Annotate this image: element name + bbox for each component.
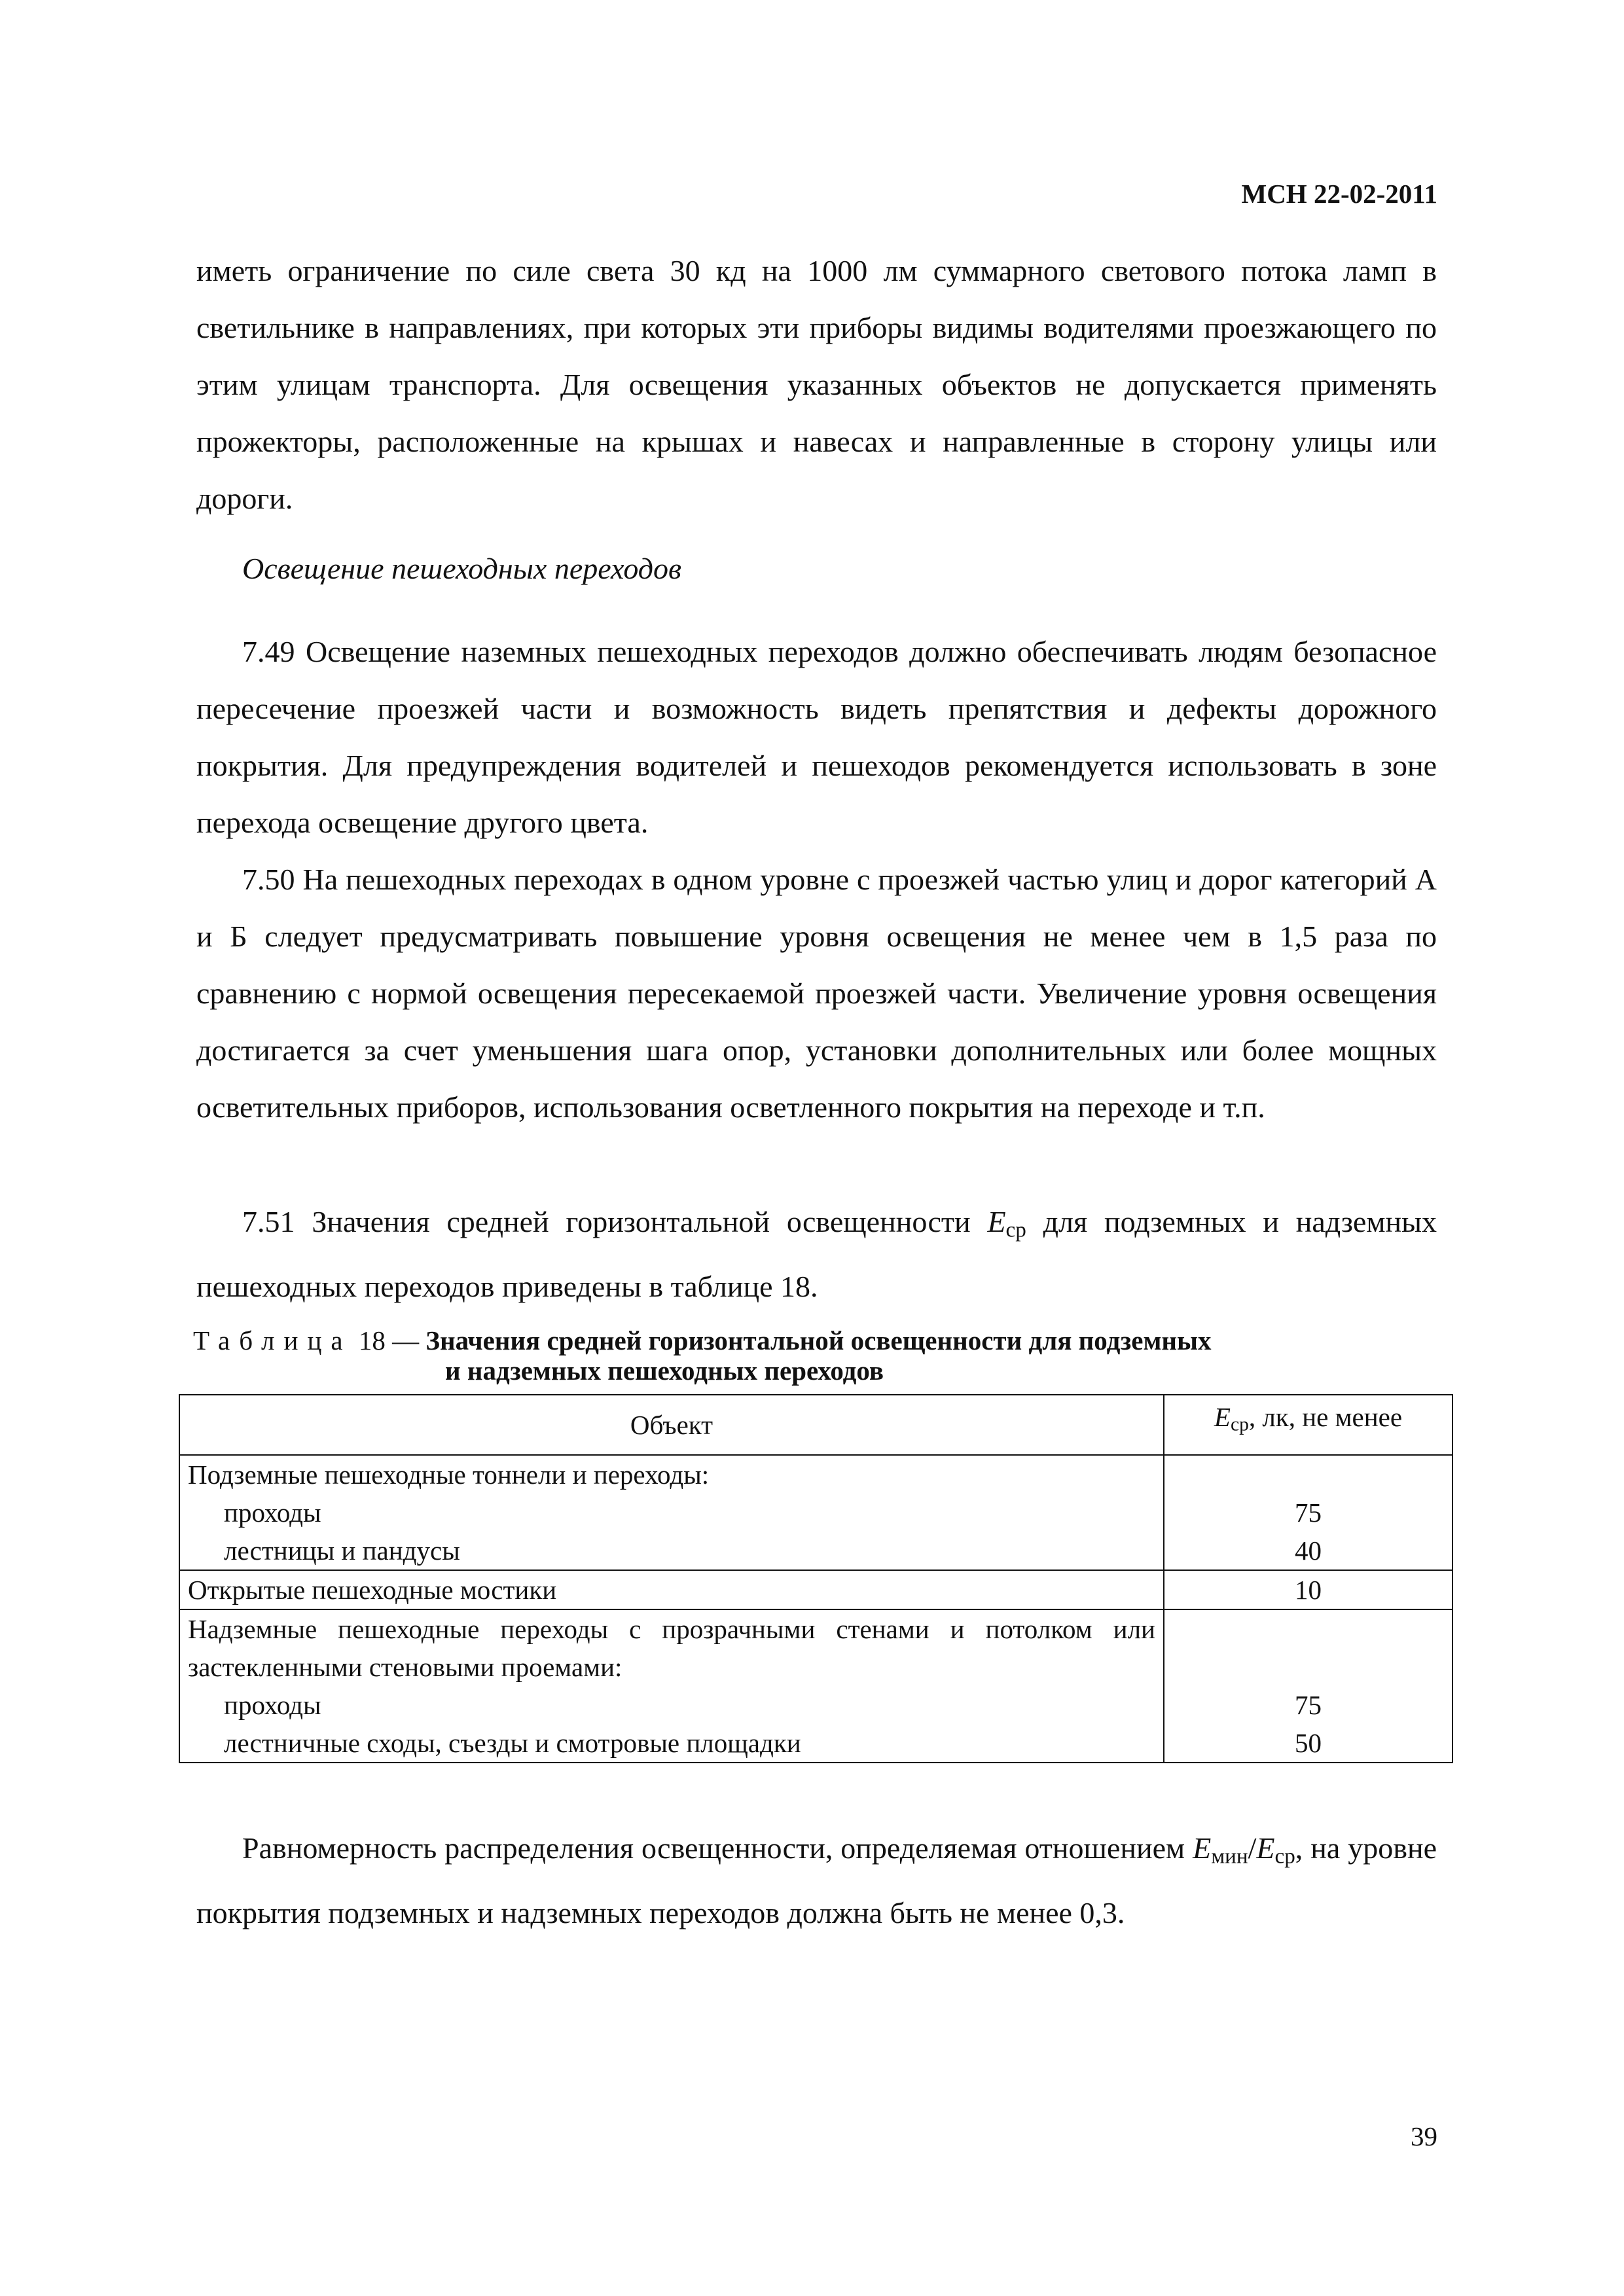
header-object: Объект xyxy=(179,1395,1164,1455)
section-subheading: Освещение пешеходных переходов xyxy=(242,552,681,585)
object-cell xyxy=(179,1609,1164,1763)
value-cell: 10 xyxy=(1164,1570,1453,1609)
row-value: 40 xyxy=(1295,1535,1322,1566)
row-value: 75 xyxy=(1295,1498,1322,1528)
uniformity-text-after: , на уровне покрытия подземных и надземных переходов должна быть не менее 0,3. xyxy=(196,1831,1437,1930)
uniformity-text-before: Равномерность распределения освещенности, определяемая отношением xyxy=(242,1831,1193,1865)
value-cell xyxy=(1164,1609,1453,1763)
paragraph-7-51-text-after: для подземных и надземных пешеходных переходов приведены в таблице 18. xyxy=(196,1205,1437,1304)
group-title: Надземные пешеходные переходы с прозрачными стенами и потолком или застекленными стеновыми проемами: xyxy=(188,1614,1155,1682)
paragraph-7-49: 7.49 Освещение наземных пешеходных переходов должно обеспечивать людям безопасное пересечение проезжей части и возможность видеть препятствия и дефекты дорожного покрытия. Для предупреждения водителей и пешеходов рекомендуется использовать в зоне перехода освещение другого цвета. xyxy=(196,635,1437,839)
table-caption-line2: и надземных пешеходных переходов xyxy=(445,1355,884,1386)
avg-illuminance-subscript: ср xyxy=(1274,1844,1295,1869)
table-caption-number: 18 — xyxy=(358,1325,420,1355)
row-value: 50 xyxy=(1295,1728,1322,1758)
min-illuminance-symbol: E xyxy=(1193,1831,1212,1865)
row-label: лестницы и пандусы xyxy=(224,1535,460,1566)
avg-illuminance-symbol: E xyxy=(1256,1831,1275,1865)
table-caption xyxy=(193,1325,1437,1386)
page-number: 39 xyxy=(1411,2121,1437,2151)
table-row-underground xyxy=(179,1455,1453,1570)
paragraph-7-50: 7.50 На пешеходных переходах в одном уровне с проезжей частью улиц и дорог категорий А и Б следует предусматривать повышение уровня освещения не менее чем в 1,5 раза по сравнению с нормой освещения пересекаемой проезжей части. Увеличение уровня освещения достигается за счет уменьшения шага опор, установки дополнительных или более мощных осветительных приборов, использования осветленного покрытия на переходе и т.п. xyxy=(196,863,1437,1124)
header-value-subscript: ср xyxy=(1230,1414,1249,1435)
object-cell xyxy=(179,1455,1164,1570)
table-caption-normal-title: для подземных xyxy=(1028,1325,1212,1355)
group-title: Подземные пешеходные тоннели и переходы: xyxy=(188,1460,710,1490)
row-label: проходы xyxy=(224,1498,321,1528)
header-value-rest: , лк, не менее xyxy=(1248,1402,1403,1432)
header-value xyxy=(1164,1395,1453,1455)
paragraph-7-51-text-before: 7.51 Значения средней горизонтальной освещенности xyxy=(242,1205,988,1238)
value-spacer xyxy=(1172,1456,1444,1494)
value-spacer xyxy=(1172,1610,1444,1648)
value-cell xyxy=(1164,1455,1453,1570)
row-label: проходы xyxy=(224,1690,321,1720)
paragraph-uniformity xyxy=(196,1820,1437,1941)
min-illuminance-subscript: мин xyxy=(1211,1844,1248,1869)
paragraph-continuation: иметь ограничение по силе света 30 кд на 1000 лм суммарного светового потока ламп в светильнике в направлениях, при которых эти приборы видимы водителями проезжающего по этим улицам транспорта. Для освещения указанных объектов не допускается применять прожекторы, расположенные на крышах и навесах и направленные в сторону улицы или дороги. xyxy=(196,254,1437,515)
illuminance-symbol-subscript: ср xyxy=(1005,1217,1026,1242)
row-value: 75 xyxy=(1295,1690,1322,1720)
table-caption-bold-title: Значения средней горизонтальной освещенности xyxy=(425,1325,1022,1355)
table-header-row xyxy=(179,1395,1453,1455)
row-label: лестничные сходы, съезды и смотровые площадки xyxy=(224,1728,801,1758)
illuminance-symbol: E xyxy=(987,1205,1006,1238)
ratio-slash: / xyxy=(1248,1831,1257,1865)
table-row-overground xyxy=(179,1609,1453,1763)
table-caption-label: Таблица xyxy=(193,1325,352,1355)
document-code: МСН 22-02-2011 xyxy=(1241,179,1437,209)
value-spacer xyxy=(1172,1648,1444,1686)
paragraph-7-51 xyxy=(196,1193,1437,1315)
object-cell: Открытые пешеходные мостики xyxy=(179,1570,1164,1609)
illuminance-table xyxy=(179,1394,1453,1763)
table-row-open-bridges xyxy=(179,1570,1453,1609)
header-value-symbol: E xyxy=(1214,1402,1231,1432)
